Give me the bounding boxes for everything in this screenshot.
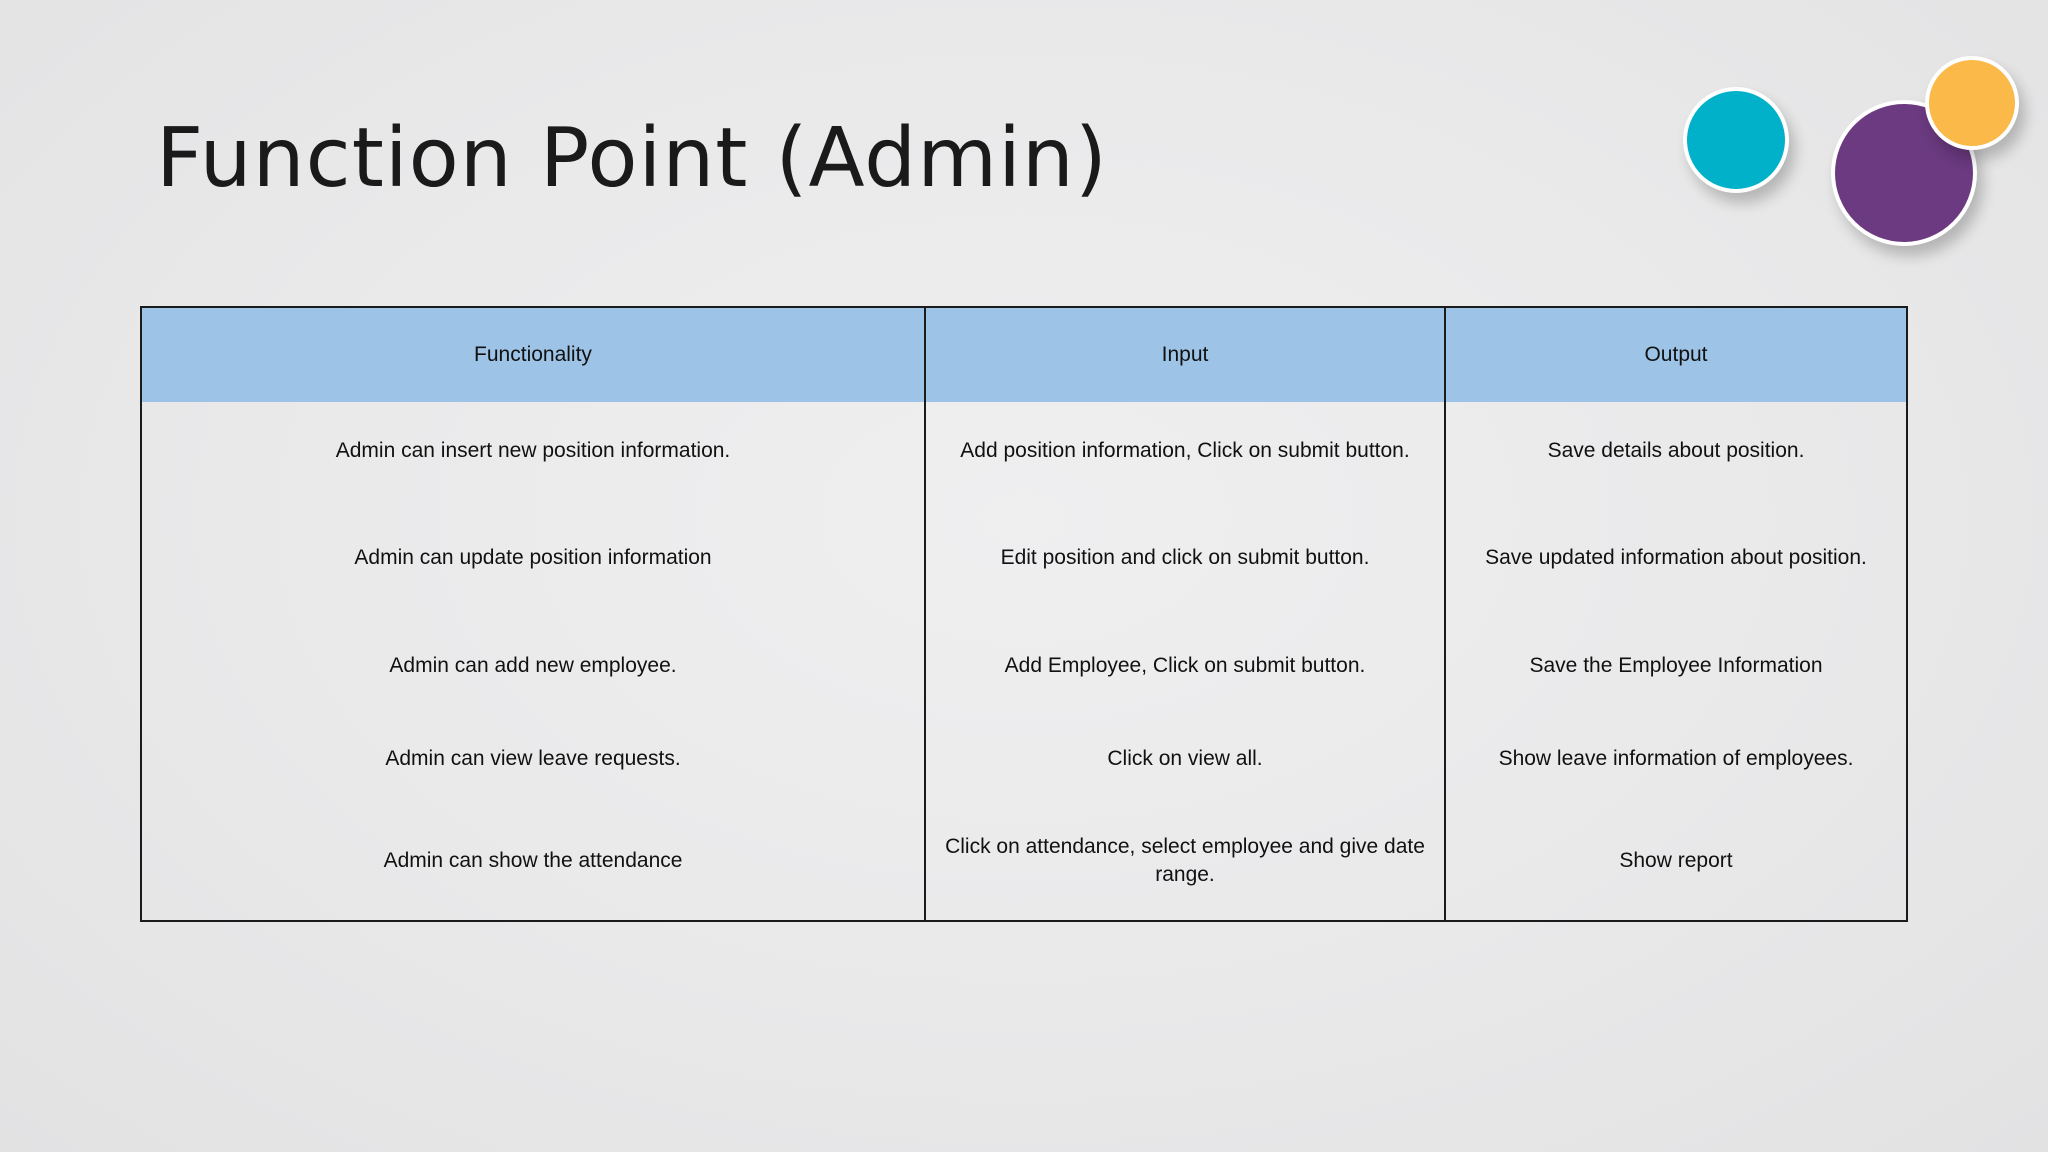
table-row	[142, 500, 1906, 616]
table-row	[142, 716, 1906, 802]
output-cell: Show leave information of employees.	[1445, 716, 1906, 802]
functionality-cell: Admin can show the attendance	[383, 848, 683, 872]
output-cell: Show report	[1445, 802, 1906, 920]
input-cell: Click on view all.	[925, 716, 1445, 802]
header-output: Output	[1445, 308, 1906, 402]
input-cell: Click on attendance, select employee and give date range.	[925, 802, 1445, 920]
input-cell: Edit position and click on submit button.	[925, 500, 1445, 616]
orange-circle	[1925, 56, 2019, 150]
table-row	[142, 616, 1906, 716]
header-functionality: Functionality	[142, 308, 925, 402]
functionality-cell: Admin can add new employee.	[389, 653, 677, 677]
functionality-cell: Admin can insert new position information.	[335, 438, 731, 462]
output-cell: Save details about position.	[1445, 402, 1906, 500]
functionality-cell: Admin can view leave requests.	[385, 746, 681, 770]
input-cell: Add position information, Click on submit button.	[925, 402, 1445, 500]
table-row	[142, 402, 1906, 500]
output-cell: Save updated information about position.	[1445, 500, 1906, 616]
function-point-table	[140, 306, 1908, 922]
slide-title: Function Point (Admin)	[156, 111, 1108, 206]
functionality-cell: Admin can update position information	[354, 545, 712, 569]
teal-circle	[1683, 87, 1789, 193]
output-cell: Save the Employee Information	[1445, 616, 1906, 716]
table-header-row	[142, 308, 1906, 402]
table-row	[142, 802, 1906, 920]
input-cell: Add Employee, Click on submit button.	[925, 616, 1445, 716]
header-input: Input	[925, 308, 1445, 402]
